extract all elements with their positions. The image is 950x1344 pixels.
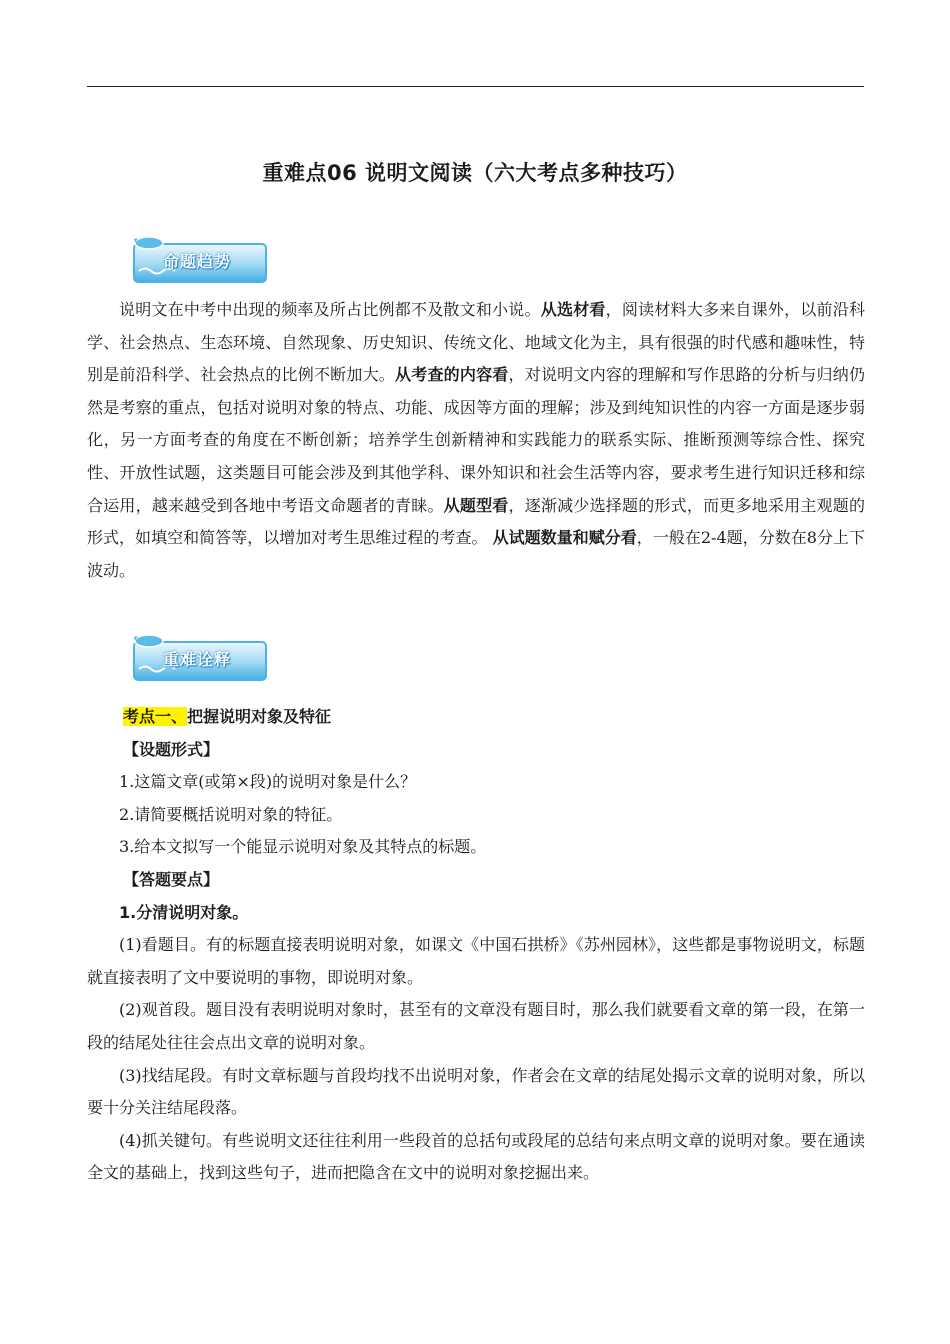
question-item: 1.这篇文章(或第×段)的说明对象是什么？	[119, 772, 417, 792]
section-badge-explain	[129, 633, 265, 679]
intro-bold-segment: 从试题数量和赋分看	[492, 528, 637, 548]
form-heading: 【设题形式】	[123, 739, 220, 759]
intro-text-segment: ，对说明文内容的理解和写作思路的分析与归纳仍然是考察的重点，包括对说明对象的特点、功能、成因等方面的理解；涉及到纯知识性的内容一方面是逐步弱化，另一方面考查的角度在不断创新；培养学生创新精神和实践能力的联系实际、推断预测等综合性、探究性、开放性试题，这类题目可能会涉及到其他学科、课外知识和社会生活等内容，要求考生进行知识迁移和综合运用，越来越受到各地中考语文命题者的青睐。	[87, 365, 865, 515]
header-rule	[87, 86, 864, 87]
tip-paragraph: (2)观首段。题目没有表明说明对象时，甚至有的文章没有题目时，那么我们就要看文章的第一段，在第一段的结尾处往往会点出文章的说明对象。	[87, 1000, 865, 1052]
intro-text-segment: ，逐渐减少选择题的形式，而更多地采用主观题的形式，如填空和简答等，以增加对考生思维过程的考查。	[87, 495, 865, 548]
question-item: 2.请简要概括说明对象的特征。	[119, 804, 343, 824]
question-item: 3.给本文拟写一个能显示说明对象及其特点的标题。	[119, 837, 487, 857]
tip-paragraph: (3)找结尾段。有时文章标题与首段均找不出说明对象，作者会在文章的结尾处揭示文章的说明对象，所以要十分关注结尾段落。	[87, 1065, 865, 1118]
intro-text-segment: ，阅读材料大多来自课外，以前沿科学、社会热点、生态环境、自然现象、历史知识、传统文化、地域文化为主，具有很强的时代感和趣味性，特别是前沿科学、社会热点的比例不断加大。	[87, 300, 865, 385]
section-badge-trend	[129, 235, 265, 281]
point1-heading	[87, 701, 865, 734]
tip-paragraph: (1)看题目。有的标题直接表明说明对象，如课文《中国石拱桥》《苏州园林》，这些都是事物说明文，标题就直接表明了文中要说明的事物，即说明对象。	[87, 935, 865, 987]
page-title: 重难点06 说明文阅读（六大考点多种技巧）	[262, 161, 688, 185]
intro-text-segment: ，一般在2-4题，分数在8分上下波动。	[87, 528, 865, 580]
intro-section	[87, 294, 865, 587]
sub-heading: 1.分清说明对象。	[119, 902, 249, 922]
intro-text-segment: 说明文在中考中出现的频率及所占比例都不及散文和小说。	[119, 300, 541, 319]
point1-section	[87, 701, 865, 1190]
tips-heading: 【答题要点】	[123, 869, 220, 889]
intro-bold-segment: 从选材看	[540, 300, 606, 319]
tip-paragraph: (4)抓关键句。有些说明文还往往利用一些段首的总括句或段尾的总结句来点明文章的说明对象。要在通读全文的基础上，找到这些句子，进而把隐含在文中的说明对象挖掘出来。	[87, 1130, 865, 1183]
intro-bold-segment: 从题型看	[443, 495, 509, 515]
badge-label: 重难诠释	[163, 650, 232, 669]
point1-label-highlight: 考点一、	[123, 707, 188, 726]
intro-bold-segment: 从考查的内容看	[395, 365, 509, 385]
point1-label: 把握说明对象及特征	[187, 707, 332, 726]
intro-paragraph	[87, 294, 865, 587]
badge-label: 命题趋势	[163, 252, 232, 271]
